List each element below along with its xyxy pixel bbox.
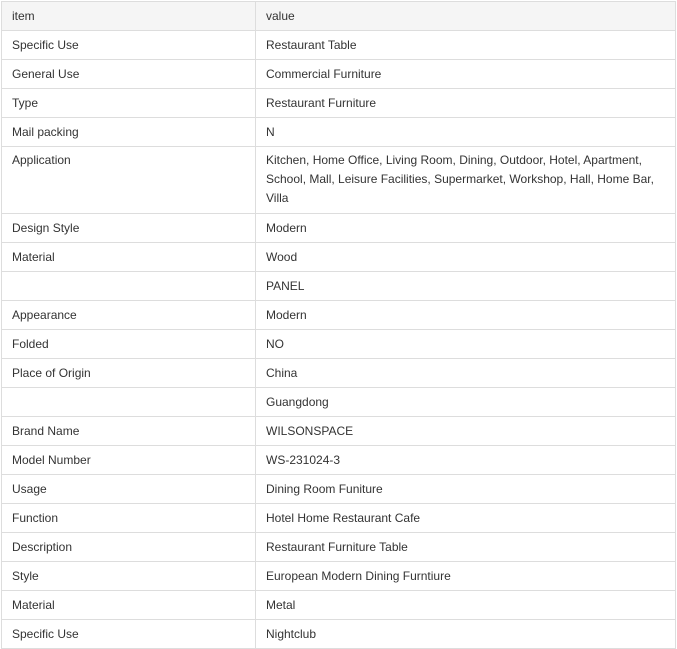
row-value: WS-231024-3	[256, 446, 676, 475]
row-item: Specific Use	[2, 620, 256, 649]
row-item: Type	[2, 89, 256, 118]
row-item: Material	[2, 591, 256, 620]
row-item: Application	[2, 147, 256, 214]
row-item: Style	[2, 562, 256, 591]
row-value: European Modern Dining Furntiure	[256, 562, 676, 591]
table-row	[2, 118, 676, 147]
row-value: Restaurant Table	[256, 31, 676, 60]
row-value: Hotel Home Restaurant Cafe	[256, 504, 676, 533]
header-item: item	[2, 2, 256, 31]
row-value: Metal	[256, 591, 676, 620]
row-item: Specific Use	[2, 31, 256, 60]
row-item: Place of Origin	[2, 359, 256, 388]
row-value: Dining Room Funiture	[256, 475, 676, 504]
row-item: Material	[2, 243, 256, 272]
spec-table	[1, 1, 676, 649]
row-value: NO	[256, 330, 676, 359]
row-item: Appearance	[2, 301, 256, 330]
table-row	[2, 562, 676, 591]
row-value: PANEL	[256, 272, 676, 301]
row-value: Modern	[256, 301, 676, 330]
table-row	[2, 147, 676, 214]
row-item	[2, 272, 256, 301]
header-value: value	[256, 2, 676, 31]
table-row	[2, 446, 676, 475]
row-item: Brand Name	[2, 417, 256, 446]
table-row	[2, 504, 676, 533]
table-row	[2, 417, 676, 446]
table-row	[2, 620, 676, 649]
table-row	[2, 591, 676, 620]
row-item: Usage	[2, 475, 256, 504]
table-row	[2, 89, 676, 118]
table-row	[2, 388, 676, 417]
table-row	[2, 533, 676, 562]
row-item: Mail packing	[2, 118, 256, 147]
row-item: General Use	[2, 60, 256, 89]
table-row	[2, 301, 676, 330]
row-item	[2, 388, 256, 417]
row-value: Nightclub	[256, 620, 676, 649]
table-row	[2, 214, 676, 243]
row-item: Description	[2, 533, 256, 562]
row-value: Wood	[256, 243, 676, 272]
row-value: Kitchen, Home Office, Living Room, Dining, Outdoor, Hotel, Apartment, School, Mall, Leisure Facilities, Supermarket, Workshop, Hall, Home Bar, Villa	[256, 147, 676, 214]
row-value: WILSONSPACE	[256, 417, 676, 446]
table-row	[2, 475, 676, 504]
row-item: Model Number	[2, 446, 256, 475]
row-value: N	[256, 118, 676, 147]
row-value: Modern	[256, 214, 676, 243]
row-item: Function	[2, 504, 256, 533]
table-row	[2, 243, 676, 272]
table-row	[2, 359, 676, 388]
row-item: Design Style	[2, 214, 256, 243]
row-value: Restaurant Furniture Table	[256, 533, 676, 562]
row-item: Folded	[2, 330, 256, 359]
row-value: China	[256, 359, 676, 388]
table-row	[2, 272, 676, 301]
table-header-row	[2, 2, 676, 31]
table-row	[2, 60, 676, 89]
row-value: Restaurant Furniture	[256, 89, 676, 118]
row-value: Guangdong	[256, 388, 676, 417]
row-value: Commercial Furniture	[256, 60, 676, 89]
table-row	[2, 31, 676, 60]
table-row	[2, 330, 676, 359]
